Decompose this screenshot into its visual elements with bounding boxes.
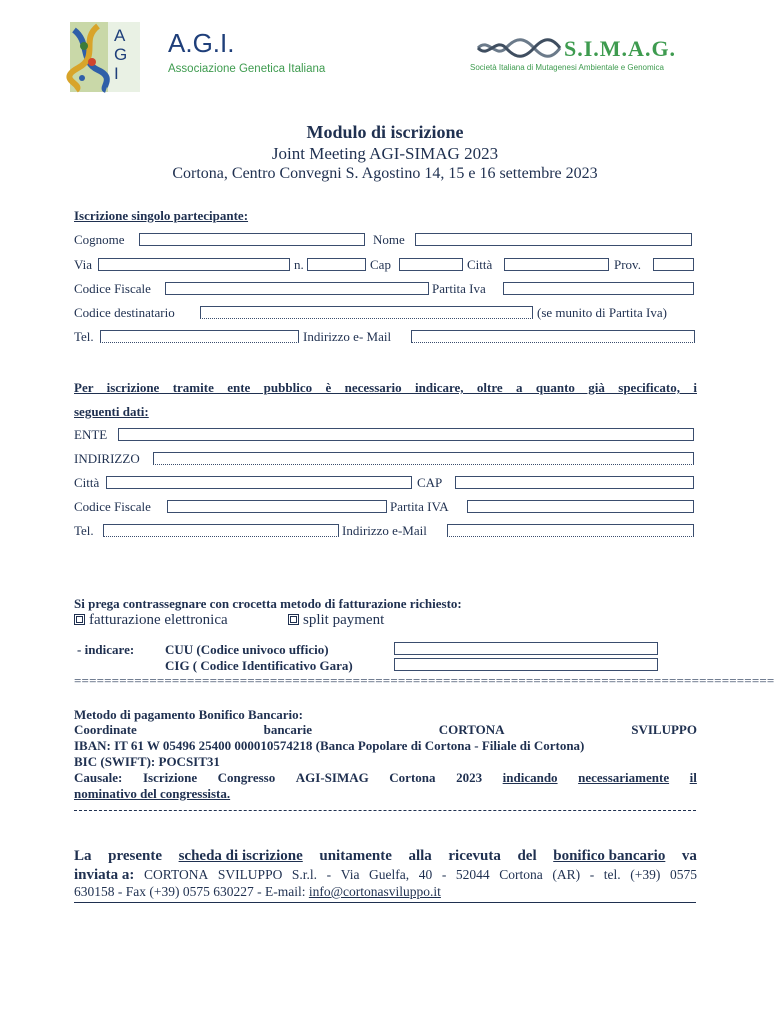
footer-line-1: [74, 848, 697, 865]
cig-label: CIG ( Codice Identificativo Gara): [165, 658, 353, 673]
addr-word-1: CORTONA: [144, 867, 209, 882]
citta-label: Città: [467, 257, 493, 272]
cognome-label: Cognome: [74, 232, 125, 247]
coord-word-2: bancarie: [263, 722, 312, 737]
addr-word-9: 52044: [455, 867, 490, 882]
footer-rule: [74, 902, 696, 903]
causale-line-2: nominativo del congressista.: [74, 786, 231, 801]
billing-option-electronic[interactable]: [74, 612, 228, 629]
billing-option-split-label: split payment: [303, 612, 385, 628]
ente-citta-field[interactable]: [106, 476, 412, 489]
addr-word-10: Cortona: [499, 867, 543, 882]
addr-word-14: (+39): [630, 867, 661, 882]
footer-word-6: ricevuta: [448, 848, 501, 864]
agi-logo-subtitle: Associazione Genetica Italiana: [168, 63, 326, 75]
prov-field[interactable]: [653, 258, 694, 271]
via-field[interactable]: [98, 258, 290, 271]
ente-tel-label: Tel.: [74, 523, 94, 538]
ente-indirizzo-field[interactable]: [153, 452, 694, 465]
codice-destinatario-field[interactable]: [200, 306, 533, 319]
nome-field[interactable]: [415, 233, 692, 246]
coord-word-3: CORTONA: [438, 722, 505, 737]
cig-field[interactable]: [394, 658, 658, 671]
indicare-label: - indicare:: [77, 642, 135, 657]
simag-logo-title: S.I.M.A.G.: [564, 36, 677, 61]
ente-tel-field[interactable]: [103, 524, 339, 537]
addr-word-4: -: [326, 867, 332, 882]
causale-word-9: il: [689, 770, 697, 785]
cognome-field[interactable]: [139, 233, 365, 246]
ente-cf-field[interactable]: [167, 500, 387, 513]
ente-field[interactable]: [118, 428, 694, 441]
bic-line: BIC (SWIFT): POCSIT31: [74, 754, 220, 769]
prov-label: Prov.: [614, 257, 641, 272]
footer-line-2: [74, 867, 697, 884]
causale-word-5: Cortona: [389, 770, 436, 785]
causale-word-1: Causale:: [74, 770, 123, 785]
addr-word-5: Via: [340, 867, 360, 882]
agi-logo: [70, 22, 370, 94]
ente-citta-label: Città: [74, 475, 100, 490]
partita-iva-field[interactable]: [503, 282, 694, 295]
billing-option-electronic-label: fatturazione elettronica: [89, 612, 228, 628]
causale-line: [74, 770, 697, 786]
codice-fiscale-label: Codice Fiscale: [74, 281, 151, 296]
ente-label: ENTE: [74, 427, 108, 442]
via-label: Via: [74, 257, 92, 272]
coord-word-4: SVILUPPO: [631, 722, 697, 737]
footer-word-9: va: [681, 848, 697, 864]
causale-word-7: indicando: [502, 770, 558, 785]
addr-word-2: SVILUPPO: [217, 867, 283, 882]
civic-number-field[interactable]: [307, 258, 366, 271]
footer-contacts: 630158 - Fax (+39) 0575 630227 - E-mail:: [74, 884, 309, 899]
tel-label: Tel.: [74, 329, 94, 344]
citta-field[interactable]: [504, 258, 609, 271]
page-title: Modulo di iscrizione: [306, 122, 464, 142]
email-field[interactable]: [411, 330, 695, 343]
footer-word-2: presente: [108, 848, 162, 864]
email-label: Indirizzo e- Mail: [303, 329, 392, 344]
agi-dna-emblem: [70, 22, 140, 92]
simag-logo: [470, 34, 700, 79]
single-section-heading: Iscrizione singolo partecipante:: [74, 208, 249, 223]
footer-word-3: scheda di iscrizione: [178, 848, 303, 864]
footer-word-1: La: [74, 848, 92, 864]
nome-label: Nome: [373, 232, 405, 247]
ente-email-field[interactable]: [447, 524, 694, 537]
cap-field[interactable]: [399, 258, 463, 271]
ente-cap-label: CAP: [417, 475, 443, 490]
addr-word-6: Guelfa,: [369, 867, 410, 882]
ente-section-heading-line2: seguenti dati:: [74, 404, 149, 419]
addr-word-15: 0575: [669, 867, 697, 882]
causale-word-6: 2023: [456, 770, 483, 785]
simag-dna-emblem: [476, 37, 562, 59]
ente-email-label: Indirizzo e-Mail: [342, 523, 427, 538]
footer-line-3: [74, 884, 441, 900]
addr-word-13: tel.: [603, 867, 621, 882]
cap-label: Cap: [370, 257, 391, 272]
page-subtitle: Joint Meeting AGI-SIMAG 2023: [271, 144, 499, 163]
equals-separator: =============================================================================================: [74, 673, 774, 688]
ente-piva-label: Partita IVA: [390, 499, 449, 514]
billing-heading: Si prega contrassegnare con crocetta metodo di fatturazione richiesto:: [74, 596, 462, 611]
footer-word-4: unitamente: [319, 848, 392, 864]
codice-destinatario-label: Codice destinatario: [74, 305, 175, 320]
ente-indirizzo-label: INDIRIZZO: [74, 451, 140, 466]
agi-letter-a: A: [114, 26, 126, 45]
coord-word-1: Coordinate: [74, 722, 137, 737]
iban-line: IBAN: IT 61 W 05496 25400 000010574218 (Banca Popolare di Cortona - Filiale di Cortona): [74, 738, 585, 753]
agi-logo-title: A.G.I.: [168, 28, 235, 58]
causale-word-3: Congresso: [217, 770, 276, 785]
footer-word-8: bonifico bancario: [553, 848, 666, 864]
causale-word-4: AGI-SIMAG: [295, 770, 369, 785]
ente-cap-field[interactable]: [455, 476, 694, 489]
cuu-label: CUU (Codice univoco ufficio): [165, 642, 329, 657]
cuu-field[interactable]: [394, 642, 658, 655]
checkbox-split-icon[interactable]: [288, 614, 299, 625]
addr-word-7: 40: [418, 867, 433, 882]
codice-fiscale-field[interactable]: [165, 282, 429, 295]
billing-option-split[interactable]: [288, 612, 384, 629]
dashed-separator: [74, 810, 696, 811]
footer-email-link[interactable]: info@cortonasviluppo.it: [308, 884, 441, 899]
footer-word-5: alla: [408, 848, 432, 864]
tel-field[interactable]: [100, 330, 299, 343]
civic-number-label: n.: [294, 257, 304, 272]
addr-word-3: S.r.l.: [291, 867, 318, 882]
causale-word-8: necessariamente: [578, 770, 670, 785]
agi-letter-i: I: [114, 64, 119, 83]
agi-letter-g: G: [114, 45, 128, 64]
addr-word-8: -: [441, 867, 447, 882]
inviata-label: inviata a:: [74, 867, 135, 883]
bank-coordinates-line: [74, 722, 697, 738]
payment-heading: Metodo di pagamento Bonifico Bancario:: [74, 707, 303, 722]
partita-iva-label: Partita Iva: [432, 281, 486, 296]
causale-word-2: Iscrizione: [142, 770, 198, 785]
ente-cf-label: Codice Fiscale: [74, 499, 151, 514]
ente-piva-field[interactable]: [467, 500, 694, 513]
se-munito-note: (se munito di Partita Iva): [537, 305, 667, 320]
addr-word-11: (AR): [552, 867, 581, 882]
addr-word-12: -: [589, 867, 595, 882]
checkbox-electronic-icon[interactable]: [74, 614, 85, 625]
footer-word-7: del: [517, 848, 537, 864]
ente-section-heading: Per iscrizione tramite ente pubblico è necessario indicare, oltre a quanto già specificato, i: [74, 380, 697, 395]
venue-line: Cortona, Centro Convegni S. Agostino 14, 15 e 16 settembre 2023: [172, 165, 598, 182]
simag-logo-subtitle: Società Italiana di Mutagenesi Ambientale e Genomica: [470, 63, 664, 72]
